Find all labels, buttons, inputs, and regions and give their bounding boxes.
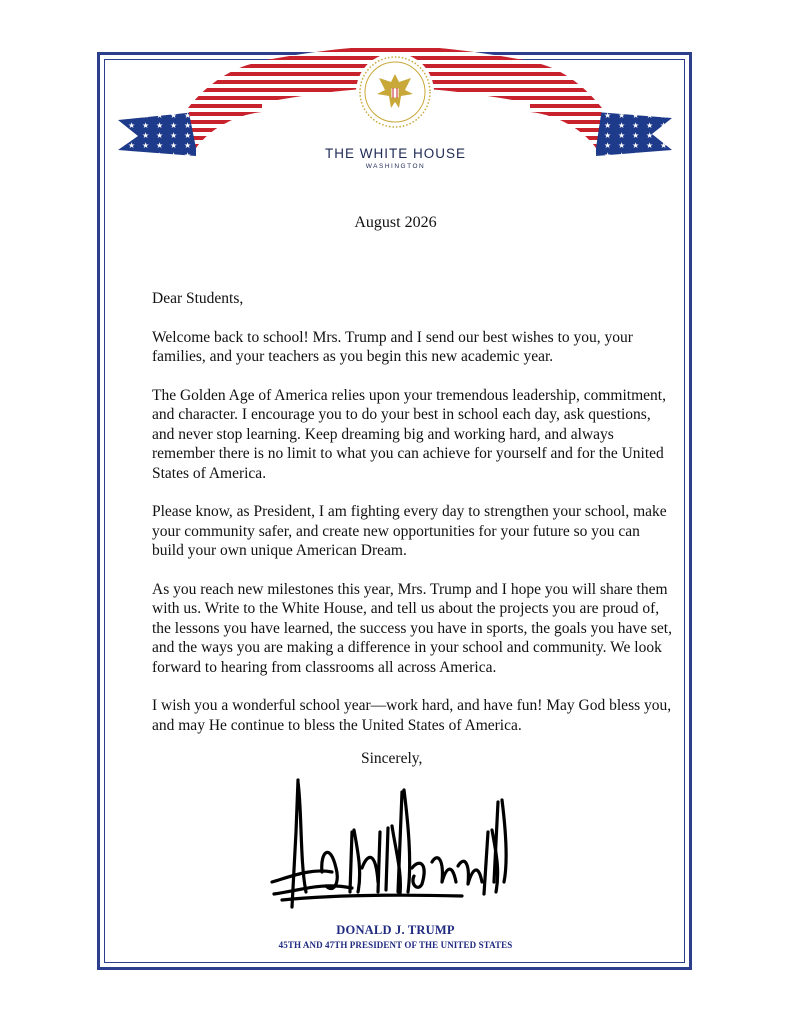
signer-name: DONALD J. TRUMP: [336, 923, 455, 937]
signature-icon: [262, 772, 522, 922]
letter-date: August 2026: [354, 214, 437, 231]
presidential-seal-icon: [355, 52, 435, 132]
signer-title: 45TH AND 47TH PRESIDENT OF THE UNITED STATES: [278, 940, 513, 950]
salutation: Dear Students,: [152, 290, 244, 307]
paragraph: Welcome back to school! Mrs. Trump and I send our best wishes to you, your families, and your teachers as you begin this new academic year.: [152, 328, 633, 366]
paragraph: As you reach new milestones this year, Mrs. Trump and I hope you will share them with us. Write to the White House, and tell us about the projects you are proud of, the lessons you have learned, the success you have in sports, the goals you have set, and the ways you are making a difference in your school and community. We look forward to hearing from classrooms all across America.: [152, 581, 672, 676]
letter-body: [152, 289, 672, 755]
letterhead-title: THE WHITE HOUSE: [324, 146, 466, 161]
closing: Sincerely,: [361, 750, 423, 767]
letterhead-subtitle: WASHINGTON: [365, 163, 426, 170]
paragraph: The Golden Age of America relies upon your tremendous leadership, commitment, and character. I encourage you to do your best in school each day, ask questions, and never stop learning. Keep dreaming big and working hard, and always remember there is no limit to what you can achieve for yourself and for the United States of America.: [152, 387, 666, 482]
paragraph: Please know, as President, I am fighting every day to strengthen your school, make your community safer, and create new opportunities for your future so you can build your own unique American Dream.: [152, 503, 667, 560]
paragraph: I wish you a wonderful school year—work hard, and have fun! May God bless you, and may He continue to bless the United States of America.: [152, 697, 672, 734]
